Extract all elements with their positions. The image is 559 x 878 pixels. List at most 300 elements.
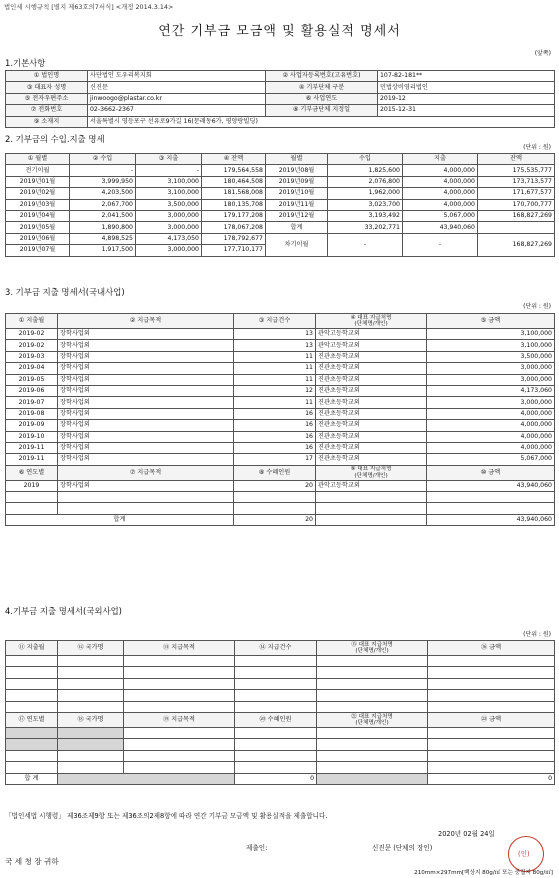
column-header: ③ 지급건수 bbox=[234, 314, 316, 329]
amount-cell: 5,067,000 bbox=[427, 454, 555, 465]
column-header bbox=[316, 465, 427, 480]
count-cell: 16 bbox=[234, 408, 316, 419]
column-header: ① 월별 bbox=[6, 154, 70, 165]
recipient-cell: 진관초등학교외 bbox=[316, 397, 427, 408]
purpose-cell: 장학사업외 bbox=[58, 385, 234, 396]
total-cell bbox=[478, 222, 555, 233]
column-header: 수입 bbox=[328, 154, 403, 165]
header-line: ㉑ 대표 지급처명 bbox=[351, 713, 393, 720]
recipient-cell: 진관초등학교외 bbox=[316, 431, 427, 442]
header-row bbox=[6, 465, 555, 480]
empty-cell bbox=[124, 739, 235, 750]
year-cell: 2019 bbox=[6, 480, 58, 491]
month-cell: 2019-04 bbox=[6, 363, 58, 374]
field-value: 신진문 bbox=[88, 82, 266, 93]
expense-row bbox=[6, 363, 555, 374]
monthly-row bbox=[6, 233, 555, 244]
field-value: 사단법인 도우리복지회 bbox=[88, 71, 266, 82]
column-header: ③ 지출 bbox=[136, 154, 202, 165]
count-cell: 11 bbox=[234, 351, 316, 362]
column-header bbox=[317, 641, 428, 656]
recipient-cell: 진관초등학교외 bbox=[316, 454, 427, 465]
recipient-cell: 진관초등학교외 bbox=[316, 420, 427, 431]
amount-cell: 3,500,000 bbox=[427, 351, 555, 362]
recipient-cell: 진관초등학교외 bbox=[316, 385, 427, 396]
empty-cell bbox=[124, 678, 235, 689]
empty-cell bbox=[6, 667, 58, 678]
amount-cell: 173,713,577 bbox=[478, 176, 555, 187]
basic-info-row bbox=[6, 105, 555, 116]
empty-cell bbox=[124, 667, 235, 678]
empty-cell bbox=[235, 690, 317, 701]
empty-cell bbox=[235, 727, 317, 738]
recipient-cell: 진관초등학교외 bbox=[316, 351, 427, 362]
amount-cell: 2,041,500 bbox=[70, 210, 136, 221]
column-header: 지출 bbox=[403, 154, 478, 165]
empty-cell bbox=[317, 690, 428, 701]
column-header: ⑥ 연도별 bbox=[6, 465, 58, 480]
empty-cell bbox=[428, 701, 555, 712]
month-cell: 2019-07 bbox=[6, 397, 58, 408]
column-header: ㉒ 금액 bbox=[428, 712, 555, 727]
amount-cell: 5,067,000 bbox=[403, 210, 478, 221]
carryover-cell: - bbox=[328, 233, 403, 256]
amount-cell: 168,827,269 bbox=[478, 210, 555, 221]
empty-cell bbox=[6, 727, 58, 738]
field-value: 107-82-181** bbox=[378, 71, 555, 82]
amount-cell: 4,000,000 bbox=[403, 165, 478, 176]
amount-cell: 175,535,777 bbox=[478, 165, 555, 176]
empty-cell bbox=[428, 762, 555, 773]
empty-cell bbox=[428, 678, 555, 689]
amount-cell: 181,568,008 bbox=[202, 188, 266, 199]
field-label: ① 법인명 bbox=[6, 71, 88, 82]
empty-cell bbox=[316, 503, 427, 514]
count-cell: 20 bbox=[234, 480, 316, 491]
count-cell: 11 bbox=[234, 374, 316, 385]
column-header: 잔액 bbox=[478, 154, 555, 165]
amount-cell: 1,890,800 bbox=[70, 222, 136, 233]
overseas-expense-table bbox=[5, 640, 555, 785]
empty-cell bbox=[427, 503, 555, 514]
purpose-cell: 장학사업외 bbox=[58, 454, 234, 465]
month-cell: 2019년08월 bbox=[266, 165, 328, 176]
month-cell: 2019년06월 bbox=[6, 233, 70, 244]
column-header: ⑦ 지급목적 bbox=[58, 465, 234, 480]
amount-cell: 180,464,508 bbox=[202, 176, 266, 187]
empty-cell bbox=[235, 678, 317, 689]
month-cell: 2019년01월 bbox=[6, 176, 70, 187]
expense-row bbox=[6, 351, 555, 362]
empty-cell bbox=[58, 762, 124, 773]
column-header: ① 지출월 bbox=[6, 314, 58, 329]
empty-row bbox=[6, 656, 555, 667]
total-cell: 43,940,060 bbox=[403, 222, 478, 233]
total-amount: 0 bbox=[428, 773, 555, 784]
total-cell: 33,202,771 bbox=[328, 222, 403, 233]
field-value: 2019-12 bbox=[378, 93, 555, 104]
column-header bbox=[316, 314, 427, 329]
empty-cell bbox=[124, 727, 235, 738]
empty-cell bbox=[428, 739, 555, 750]
month-cell: 2019-08 bbox=[6, 408, 58, 419]
month-cell: 2019년11월 bbox=[266, 199, 328, 210]
count-cell: 16 bbox=[234, 431, 316, 442]
section4-title: 4.기부금 지출 명세서(국외사업) bbox=[5, 606, 122, 616]
basic-info-row bbox=[6, 93, 555, 104]
amount-cell: 3,100,000 bbox=[427, 329, 555, 340]
empty-cell bbox=[316, 514, 427, 525]
submission-date: 2020년 02월 24일 bbox=[438, 830, 495, 838]
empty-cell bbox=[234, 503, 316, 514]
submitter-name: 신진문 (단체의 장인) bbox=[372, 844, 433, 852]
unit-label: (단위 : 원) bbox=[523, 144, 551, 151]
section2-title: 2. 기부금의 수입.지출 명세 bbox=[5, 134, 105, 144]
month-cell: 전기이월 bbox=[6, 165, 70, 176]
month-cell: 2019년03월 bbox=[6, 199, 70, 210]
total-label: 합 계 bbox=[6, 773, 58, 784]
count-cell: 11 bbox=[234, 363, 316, 374]
amount-cell: 1,917,500 bbox=[70, 245, 136, 256]
header-row bbox=[6, 314, 555, 329]
count-cell: 13 bbox=[234, 340, 316, 351]
column-header: ⑭ 지급건수 bbox=[235, 641, 317, 656]
purpose-cell: 장학사업외 bbox=[58, 363, 234, 374]
recipient-cell: 진관초등학교외 bbox=[316, 442, 427, 453]
total-row bbox=[6, 514, 555, 525]
empty-cell bbox=[6, 503, 58, 514]
empty-cell bbox=[317, 656, 428, 667]
empty-cell bbox=[58, 701, 124, 712]
count-cell: 16 bbox=[234, 420, 316, 431]
field-label: ⑤ 전자우편주소 bbox=[6, 93, 88, 104]
total-count: 20 bbox=[234, 514, 316, 525]
count-cell: 16 bbox=[234, 442, 316, 453]
column-header: ⑬ 지급목적 bbox=[124, 641, 235, 656]
empty-cell bbox=[58, 750, 124, 761]
empty-row bbox=[6, 492, 555, 503]
purpose-cell: 장학사업외 bbox=[58, 374, 234, 385]
submission-statement: 「법인세법 시행령」 제36조제9항 또는 제36조의2제8항에 따라 연간 기부금 모금액 및 활용실적을 제출합니다. bbox=[5, 812, 328, 820]
column-header: ⑲ 지급목적 bbox=[124, 712, 235, 727]
month-cell: 2019-02 bbox=[6, 340, 58, 351]
amount-cell: 1,962,000 bbox=[328, 188, 403, 199]
amount-cell: 3,100,000 bbox=[136, 188, 202, 199]
amount-cell: 4,203,500 bbox=[70, 188, 136, 199]
amount-cell: 4,000,000 bbox=[403, 199, 478, 210]
empty-cell bbox=[428, 750, 555, 761]
field-value: jinwoogo@plastar.co.kr bbox=[88, 93, 266, 104]
amount-cell: 4,000,000 bbox=[403, 188, 478, 199]
purpose-cell: 장학사업외 bbox=[58, 397, 234, 408]
total-row bbox=[6, 773, 555, 784]
amount-cell: 4,000,000 bbox=[427, 420, 555, 431]
amount-cell: - bbox=[70, 165, 136, 176]
carryover-cell: 168,827,269 bbox=[478, 233, 555, 256]
document-title: 연간 기부금 모금액 및 활용실적 명세서 bbox=[158, 24, 401, 39]
amount-cell: 3,000,000 bbox=[136, 222, 202, 233]
shaded-cell bbox=[58, 773, 235, 784]
field-label: ⑧ 기부금단체 지정일 bbox=[266, 105, 378, 116]
amount-cell: 1,825,600 bbox=[328, 165, 403, 176]
empty-cell bbox=[235, 701, 317, 712]
purpose-cell: 장학사업외 bbox=[58, 351, 234, 362]
yearly-row bbox=[6, 480, 555, 491]
expense-row bbox=[6, 397, 555, 408]
count-cell: 12 bbox=[234, 385, 316, 396]
count-cell: 13 bbox=[234, 329, 316, 340]
column-header: ⑳ 수혜인원 bbox=[235, 712, 317, 727]
monthly-row bbox=[6, 199, 555, 210]
field-label: ⑦ 전화번호 bbox=[6, 105, 88, 116]
purpose-cell: 장학사업외 bbox=[58, 442, 234, 453]
column-header: 월별 bbox=[266, 154, 328, 165]
count-cell: 11 bbox=[234, 397, 316, 408]
amount-cell: 3,100,000 bbox=[427, 340, 555, 351]
empty-cell bbox=[317, 739, 428, 750]
submitter-label: 제출인: bbox=[246, 844, 268, 852]
month-cell: 2019년02월 bbox=[6, 188, 70, 199]
header-line: ⑨ 대표 지급처명 bbox=[350, 466, 392, 473]
field-label: ⑨ 소재지 bbox=[6, 116, 88, 127]
empty-cell bbox=[58, 690, 124, 701]
month-cell: 2019년12월 bbox=[266, 210, 328, 221]
empty-cell bbox=[317, 678, 428, 689]
column-header: ⑪ 지출월 bbox=[6, 641, 58, 656]
month-cell: 2019-03 bbox=[6, 351, 58, 362]
amount-cell: 4,173,060 bbox=[427, 385, 555, 396]
expense-row bbox=[6, 442, 555, 453]
recipient-cell: 관악고등학교외 bbox=[316, 480, 427, 491]
column-header bbox=[317, 712, 428, 727]
amount-cell: 178,067,208 bbox=[202, 222, 266, 233]
month-cell: 2019년04월 bbox=[6, 210, 70, 221]
purpose-cell: 장학사업외 bbox=[58, 340, 234, 351]
total-label: 합계 bbox=[266, 222, 328, 233]
amount-cell: 4,173,050 bbox=[136, 233, 202, 244]
amount-cell: 171,677,577 bbox=[478, 188, 555, 199]
monthly-row bbox=[6, 188, 555, 199]
empty-cell bbox=[317, 762, 428, 773]
expense-row bbox=[6, 454, 555, 465]
empty-cell bbox=[235, 762, 317, 773]
month-cell: 2019-11 bbox=[6, 454, 58, 465]
seal-mark: (인) bbox=[518, 850, 530, 858]
header-row bbox=[6, 154, 555, 165]
empty-cell bbox=[58, 492, 234, 503]
column-header: ② 지급목적 bbox=[58, 314, 234, 329]
month-cell: 2019-11 bbox=[6, 442, 58, 453]
empty-row bbox=[6, 762, 555, 773]
recipient-cell: 관악고등학교외 bbox=[316, 340, 427, 351]
recipient-cell: 진관초등학교외 bbox=[316, 363, 427, 374]
amount-cell: 3,999,950 bbox=[70, 176, 136, 187]
column-header: ⑫ 국가명 bbox=[58, 641, 124, 656]
column-header: ② 수입 bbox=[70, 154, 136, 165]
carryover-cell: - bbox=[403, 233, 478, 256]
basic-info-row bbox=[6, 82, 555, 93]
amount-cell: 4,000,000 bbox=[427, 408, 555, 419]
amount-cell: 3,023,700 bbox=[328, 199, 403, 210]
month-cell: 2019년10월 bbox=[266, 188, 328, 199]
empty-cell bbox=[124, 690, 235, 701]
amount-cell: 3,000,000 bbox=[136, 245, 202, 256]
field-label: ④ 기부단체 구분 bbox=[266, 82, 378, 93]
month-cell: 2019-10 bbox=[6, 431, 58, 442]
empty-cell bbox=[234, 492, 316, 503]
domestic-expense-table bbox=[5, 313, 555, 526]
field-value: 2015-12-31 bbox=[378, 105, 555, 116]
amount-cell: 4,000,000 bbox=[427, 431, 555, 442]
total-amount: 43,940,060 bbox=[427, 514, 555, 525]
header-row bbox=[6, 641, 555, 656]
front-page-label: (앞쪽) bbox=[534, 50, 551, 57]
amount-cell: 179,564,558 bbox=[202, 165, 266, 176]
address-row bbox=[6, 116, 555, 127]
purpose-cell: 장학사업외 bbox=[58, 408, 234, 419]
amount-cell: 180,135,708 bbox=[202, 199, 266, 210]
unit-label: (단위 : 원) bbox=[523, 631, 551, 638]
empty-row bbox=[6, 750, 555, 761]
empty-cell bbox=[124, 701, 235, 712]
empty-cell bbox=[6, 678, 58, 689]
empty-cell bbox=[6, 750, 58, 761]
recipient-cell: 진관초등학교외 bbox=[316, 408, 427, 419]
empty-cell bbox=[6, 492, 58, 503]
expense-row bbox=[6, 420, 555, 431]
month-cell: 2019년05월 bbox=[6, 222, 70, 233]
section1-title: 1.기본사항 bbox=[5, 58, 46, 68]
monthly-row bbox=[6, 210, 555, 221]
header-line: (단체명/개인) bbox=[354, 472, 388, 479]
empty-cell bbox=[58, 678, 124, 689]
empty-row bbox=[6, 678, 555, 689]
unit-label: (단위 : 원) bbox=[523, 303, 551, 310]
empty-row bbox=[6, 503, 555, 514]
purpose-cell: 장학사업외 bbox=[58, 329, 234, 340]
empty-row bbox=[6, 690, 555, 701]
empty-cell bbox=[316, 492, 427, 503]
monthly-row bbox=[6, 165, 555, 176]
amount-cell: - bbox=[136, 165, 202, 176]
empty-cell bbox=[317, 750, 428, 761]
column-header: ④ 잔액 bbox=[202, 154, 266, 165]
field-value: 민법상비영리법인 bbox=[378, 82, 555, 93]
amount-cell: 3,000,000 bbox=[136, 210, 202, 221]
recipient-cell: 관악고등학교외 bbox=[316, 329, 427, 340]
monthly-row bbox=[6, 222, 555, 233]
amount-cell: 179,177,208 bbox=[202, 210, 266, 221]
column-header: ⑧ 수혜인원 bbox=[234, 465, 316, 480]
month-cell: 2019-02 bbox=[6, 329, 58, 340]
header-line: ④ 대표 지급처명 bbox=[350, 314, 392, 321]
basic-info-row bbox=[6, 71, 555, 82]
header-row bbox=[6, 712, 555, 727]
expense-row bbox=[6, 374, 555, 385]
recipient-line: 국 세 청 장 귀하 bbox=[5, 857, 59, 866]
amount-cell: 4,898,525 bbox=[70, 233, 136, 244]
empty-cell bbox=[317, 727, 428, 738]
empty-cell bbox=[428, 690, 555, 701]
column-header: ⑰ 연도별 bbox=[6, 712, 58, 727]
empty-cell bbox=[428, 667, 555, 678]
amount-cell: 3,000,000 bbox=[427, 374, 555, 385]
empty-row bbox=[6, 739, 555, 750]
total-label: 합계 bbox=[6, 514, 234, 525]
empty-cell bbox=[6, 739, 58, 750]
empty-cell bbox=[58, 739, 124, 750]
amount-cell: 170,700,777 bbox=[478, 199, 555, 210]
header-line: (단체명/개인) bbox=[354, 321, 388, 327]
empty-cell bbox=[58, 727, 124, 738]
purpose-cell: 장학사업외 bbox=[58, 420, 234, 431]
empty-cell bbox=[6, 701, 58, 712]
expense-row bbox=[6, 329, 555, 340]
empty-cell bbox=[235, 667, 317, 678]
empty-cell bbox=[58, 503, 234, 514]
month-cell: 2019년09월 bbox=[266, 176, 328, 187]
purpose-cell: 장학사업외 bbox=[58, 431, 234, 442]
expense-row bbox=[6, 385, 555, 396]
basic-info-table bbox=[5, 70, 555, 128]
count-cell: 17 bbox=[234, 454, 316, 465]
empty-cell bbox=[58, 667, 124, 678]
empty-cell bbox=[124, 762, 235, 773]
empty-cell bbox=[58, 656, 124, 667]
empty-cell bbox=[317, 667, 428, 678]
amount-cell: 177,710,177 bbox=[202, 245, 266, 256]
column-header: ⑱ 국가명 bbox=[58, 712, 124, 727]
empty-cell bbox=[235, 750, 317, 761]
shaded-cell bbox=[317, 773, 428, 784]
empty-cell bbox=[6, 690, 58, 701]
amount-cell: 2,076,800 bbox=[328, 176, 403, 187]
empty-cell bbox=[6, 656, 58, 667]
amount-cell: 3,000,000 bbox=[427, 363, 555, 374]
empty-cell bbox=[235, 739, 317, 750]
empty-cell bbox=[235, 656, 317, 667]
paper-spec: 210mm×297mm[백상지 80g/㎡ 또는 중질지 80g/㎡] bbox=[414, 870, 553, 876]
empty-cell bbox=[6, 762, 58, 773]
month-cell: 2019-05 bbox=[6, 374, 58, 385]
header-line: (단체명/개인) bbox=[355, 719, 389, 726]
field-label: ② 사업자등록번호(고유번호) bbox=[266, 71, 378, 82]
empty-cell bbox=[427, 492, 555, 503]
amount-cell: 3,100,000 bbox=[136, 176, 202, 187]
amount-cell: 4,000,000 bbox=[403, 176, 478, 187]
month-cell: 2019년07월 bbox=[6, 245, 70, 256]
month-cell: 2019-06 bbox=[6, 385, 58, 396]
law-reference: 법인세 시행규칙 [별지 제63호의7서식] <개정 2014.3.14> bbox=[4, 3, 174, 11]
field-value: 02-3662-2367 bbox=[88, 105, 266, 116]
expense-row bbox=[6, 431, 555, 442]
amount-cell: 43,940,060 bbox=[427, 480, 555, 491]
amount-cell: 3,500,000 bbox=[136, 199, 202, 210]
field-label: ⑥ 사업연도 bbox=[266, 93, 378, 104]
column-header: ⑯ 금액 bbox=[428, 641, 555, 656]
column-header: ⑤ 금액 bbox=[427, 314, 555, 329]
amount-cell: 4,000,000 bbox=[427, 442, 555, 453]
amount-cell: 3,193,492 bbox=[328, 210, 403, 221]
empty-row bbox=[6, 701, 555, 712]
amount-cell: 2,067,700 bbox=[70, 199, 136, 210]
amount-cell: 178,792,677 bbox=[202, 233, 266, 244]
income-expense-table bbox=[5, 153, 555, 257]
empty-cell bbox=[428, 727, 555, 738]
total-count: 0 bbox=[235, 773, 317, 784]
recipient-cell: 진관초등학교외 bbox=[316, 374, 427, 385]
empty-row bbox=[6, 727, 555, 738]
